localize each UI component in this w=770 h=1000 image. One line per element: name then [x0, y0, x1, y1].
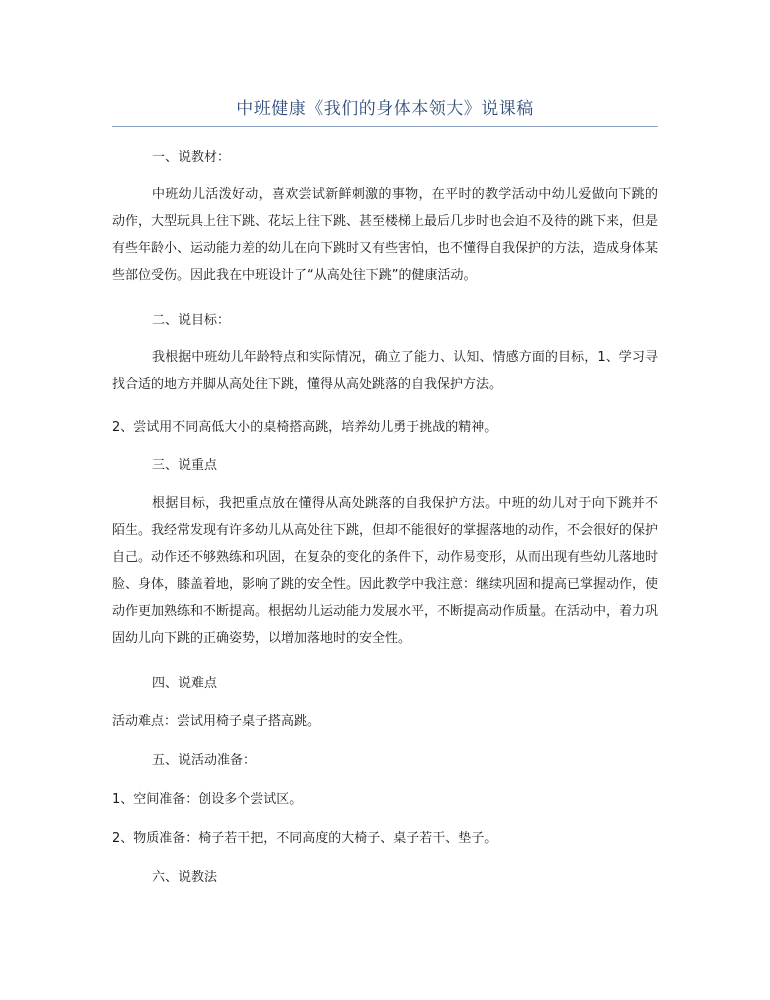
- section-heading-key-points: 三、说重点: [152, 458, 218, 473]
- section-heading-preparation: 五、说活动准备：: [152, 753, 257, 768]
- paragraph-preparation-space: 1、空间准备：创设多个尝试区。: [112, 792, 303, 807]
- document-title: 中班健康《我们的身体本领大》说课稿: [236, 99, 534, 119]
- paragraph-teaching-material: 中班幼儿活泼好动，喜欢尝试新鲜刺激的事物，在平时的教学活动中幼儿爱做向下跳的动作，大型玩具上往下跳、花坛上往下跳、甚至楼梯上最后几步时也会迫不及待的跳下来，但是有些年龄小、运动能力差的幼儿在向下跳时又有些害怕，也不懂得自我保护的方法，造成身体某些部位受伤。因此我在中班设计了“从高处往下跳”的健康活动。: [112, 187, 659, 283]
- section-heading-teaching-material: 一、说教材：: [152, 150, 231, 165]
- paragraph-key-points: 根据目标，我把重点放在懂得从高处跳落的自我保护方法。中班的幼儿对于向下跳并不陌生。我经常发现有许多幼儿从高处往下跳，但却不能很好的掌握落地的动作，不会很好的保护自己。动作还不够熟练和巩固，在复杂的变化的条件下，动作易变形，从而出现有些幼儿落地时脸、身体，膝盖着地，影响了跳的安全性。因此教学中我注意：继续巩固和提高已掌握动作，使动作更加熟练和不断提高。根据幼儿运动能力发展水平，不断提高动作质量。在活动中，着力巩固幼儿向下跳的正确姿势，以增加落地时的安全性。: [112, 496, 659, 646]
- section-heading-difficulty: 四、说难点: [152, 676, 218, 691]
- title-underline: [112, 126, 658, 127]
- section-heading-teaching-method: 六、说教法: [152, 870, 218, 885]
- section-heading-goals: 二、说目标：: [152, 313, 231, 328]
- paragraph-preparation-materials: 2、物质准备：椅子若干把，不同高度的大椅子、桌子若干、垫子。: [112, 831, 498, 846]
- paragraph-goal-2: 2、尝试用不同高低大小的桌椅搭高跳，培养幼儿勇于挑战的精神。: [112, 420, 498, 435]
- paragraph-difficulty: 活动难点：尝试用椅子桌子搭高跳。: [112, 714, 321, 729]
- paragraph-goals: 我根据中班幼儿年龄特点和实际情况，确立了能力、认知、情感方面的目标，1、学习寻找合适的地方并脚从高处往下跳，懂得从高处跳落的自我保护方法。: [112, 350, 658, 392]
